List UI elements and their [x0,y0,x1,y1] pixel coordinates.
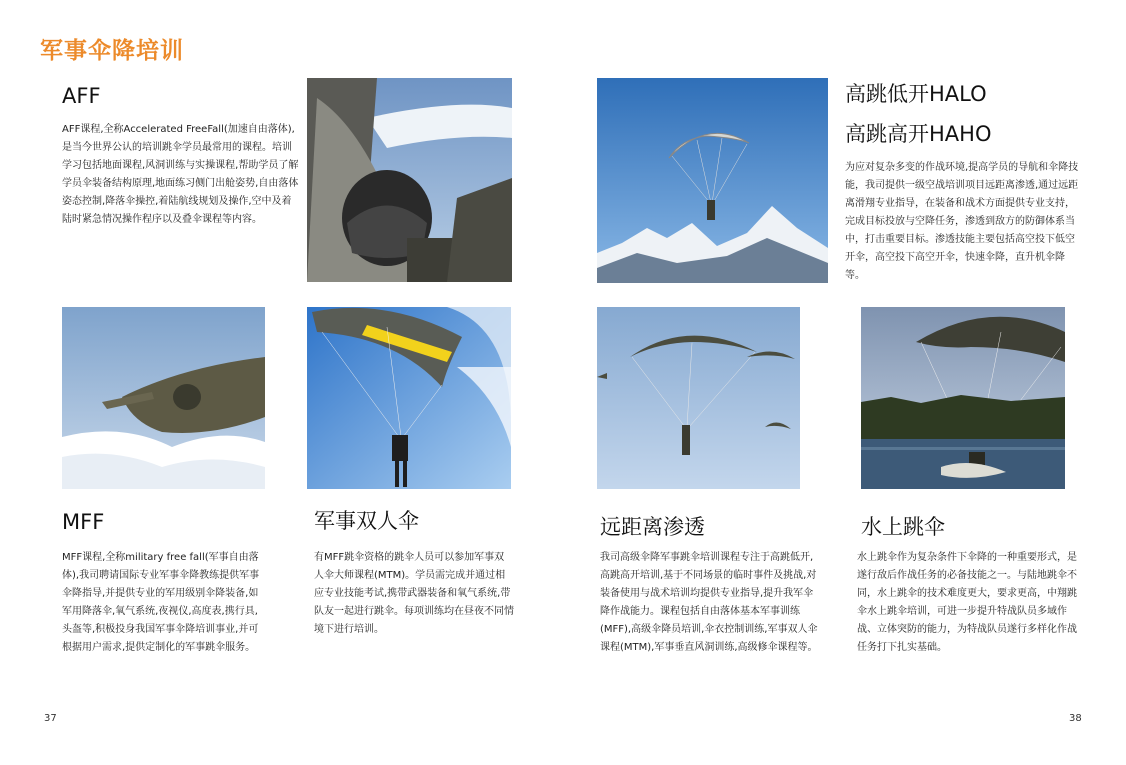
page-number-right: 38 [1069,713,1082,724]
tandem-text: 有MFF跳伞资格的跳伞人员可以参加军事双人伞大师课程(MTM)。学员需完成并通过相应专业技能考试,携带武器装备和氧气系统,带队友一起进行跳伞。每项训练均在昼夜不同情境下进行培训。 [314,552,514,635]
water-jump-text: 水上跳伞作为复杂条件下伞降的一种重要形式，是遂行敌后作战任务的必备技能之一。与陆地跳伞不同，水上跳伞的技术难度更大，要求更高，中翔跳伞水上跳伞培训，可进一步提升特战队员多域作战、立体突防的能力，为特战队员遂行多样化作战任务打下扎实基础。 [857,552,1077,653]
haho-title: 高跳高开HAHO [845,122,992,146]
infiltration-title: 远距离渗透 [600,515,705,539]
mff-text: MFF课程,全称military free fall(军事自由落体),我司聘请国际专业军事伞降教练提供军事伞降指导,并提供专业的军用级别伞降装备,如军用降落伞,氧气系统,夜视仪,高度表,携行具,头盔等,积极投身我国军事伞降培训事业,并可根据用户需求,提供定制化的军事跳伞服务。 [62,552,260,653]
mff-title: MFF [62,510,105,534]
tandem-title: 军事双人伞 [314,509,419,533]
infiltration-photo [597,307,800,489]
section-title: 军事伞降培训 [40,38,184,64]
halo-text: 为应对复杂多变的作战环境,提高学员的导航和伞降技能，我司提供一级空战培训项目远距离渗透,通过远距离滑翔专业指导，在装备和战术方面提供专业支持，完成目标投放与空降任务，渗透到敌方的防御体系当中，打击重要目标。渗透技能主要包括高空投下低空开伞，高空投下高空开伞，快速伞降，直升机伞降等。 [845,162,1079,281]
mff-photo-freefall [62,307,265,489]
infiltration-text: 我司高级伞降军事跳伞培训课程专注于高跳低开,高跳高开培训,基于不同场景的临时事件及挑战,对装备使用与战术培训均提供专业指导,提升我军伞降作战能力。课程包括自由落体基本军事训练(MFF),高级伞降员培训,伞衣控制训练,军事双人伞课程(MTM),军事垂直风洞训练,高级修伞课程等。 [600,552,818,653]
water-jump-title: 水上跳伞 [861,515,945,539]
tandem-photo [307,307,511,489]
aff-text: AFF课程,全称Accelerated FreeFall(加速自由落体),是当今世界公认的培训跳伞学员最常用的课程。培训学习包括地面课程,风洞训练与实操课程,帮助学员了解学员伞装备结构原理,地面练习侧门出舱姿势,自由落体姿态控制,降落伞操控,着陆航线规划及操作,空中及着陆时紧急情况操作程序以及叠伞课程等内容。 [62,124,299,225]
aff-photo-aircraft-door [307,78,512,282]
halo-title: 高跳低开HALO [845,82,987,106]
water-jump-photo [861,307,1065,489]
page-number-left: 37 [44,713,57,724]
halo-photo-parachutist-mountains [597,78,828,283]
aff-title: AFF [62,84,101,108]
